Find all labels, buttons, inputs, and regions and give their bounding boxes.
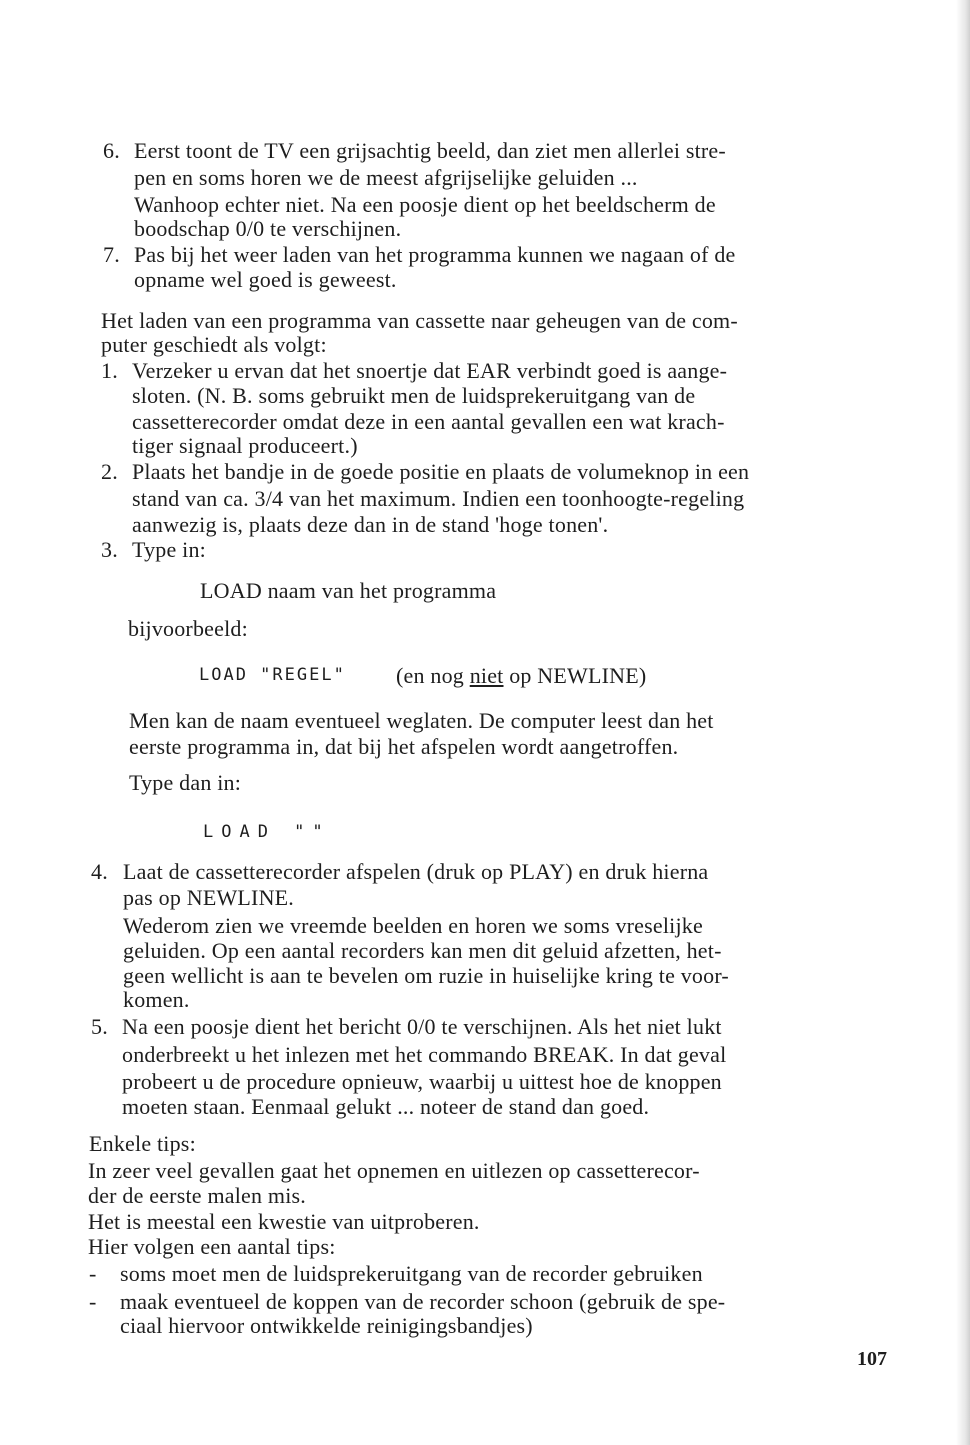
code-example: LOAD "": [203, 822, 331, 842]
text-line: stand van ca. 3/4 van het maximum. Indien een toonhoogte-regeling: [132, 486, 745, 511]
item-number: 2.: [101, 459, 118, 484]
page-number: 107: [857, 1348, 887, 1370]
item-number: 7.: [103, 242, 120, 267]
text-line: Pas bij het weer laden van het programma kunnen we nagaan of de: [134, 242, 736, 267]
text-line: Het is meestal een kwestie van uitproberen.: [88, 1209, 480, 1234]
load-syntax: LOAD naam van het programma: [200, 578, 497, 603]
item-number: 1.: [101, 358, 118, 383]
text-line: pas op NEWLINE.: [123, 885, 295, 910]
bullet-dash: -: [89, 1261, 97, 1286]
text-line: opname wel goed is geweest.: [134, 267, 397, 292]
text-line: geen wellicht is aan te bevelen om ruzie in huiselijke kring te voor-: [123, 963, 729, 988]
item-number: 3.: [101, 537, 118, 562]
bullet-dash: -: [89, 1289, 97, 1314]
tips-heading: Enkele tips:: [89, 1131, 196, 1156]
text-line: moeten staan. Eenmaal gelukt ... noteer de stand dan goed.: [122, 1094, 650, 1119]
code-example: LOAD "REGEL": [199, 665, 346, 685]
text-line: probeert u de procedure opnieuw, waarbij u uittest hoe de knoppen: [122, 1069, 722, 1094]
text-line: pen en soms horen we de meest afgrijselijke geluiden ...: [134, 165, 638, 190]
text-line: Wanhoop echter niet. Na een poosje dient op het beeldscherm de: [134, 192, 716, 217]
text-line: Het laden van een programma van cassette naar geheugen van de com-: [101, 308, 738, 333]
text-line: Laat de cassetterecorder afspelen (druk op PLAY) en druk hierna: [123, 859, 709, 884]
text-line: maak eventueel de koppen van de recorder schoon (gebruik de spe-: [120, 1289, 726, 1314]
text-line: Wederom zien we vreemde beelden en horen we soms vreselijke: [123, 913, 703, 938]
text-line: geluiden. Op een aantal recorders kan men dit geluid afzetten, het-: [123, 938, 722, 963]
text-line: Verzeker u ervan dat het snoertje dat EAR verbindt goed is aange-: [132, 358, 728, 383]
item-number: 4.: [91, 859, 108, 884]
text-line: aanwezig is, plaats deze dan in de stand 'hoge tonen'.: [132, 512, 609, 537]
text-line: eerste programma in, dat bij het afspelen wordt aangetroffen.: [129, 734, 679, 759]
text-line: Type in:: [132, 537, 206, 562]
text-line: bijvoorbeeld:: [128, 616, 248, 641]
code-note: (en nog niet op NEWLINE): [396, 663, 647, 688]
text-line: sloten. (N. B. soms gebruikt men de luidsprekeruitgang van de: [132, 383, 696, 408]
item-number: 5.: [91, 1014, 108, 1039]
text-line: boodschap 0/0 te verschijnen.: [134, 216, 402, 241]
text-line: In zeer veel gevallen gaat het opnemen en uitlezen op cassetterecor-: [88, 1158, 700, 1183]
text-line: Eerst toont de TV een grijsachtig beeld, dan ziet men allerlei stre-: [134, 138, 726, 163]
text-line: tiger signaal produceert.): [132, 433, 358, 458]
text-line: onderbreekt u het inlezen met het commando BREAK. In dat geval: [122, 1042, 727, 1067]
text-line: Plaats het bandje in de goede positie en plaats de volumeknop in een: [132, 459, 750, 484]
item-number: 6.: [103, 138, 120, 163]
text-line: der de eerste malen mis.: [88, 1183, 306, 1208]
text-line: Hier volgen een aantal tips:: [88, 1234, 336, 1259]
text-line: ciaal hiervoor ontwikkelde reinigingsbandjes): [120, 1313, 533, 1338]
text-line: puter geschiedt als volgt:: [101, 332, 327, 357]
text-line: Men kan de naam eventueel weglaten. De computer leest dan het: [129, 708, 714, 733]
text-line: soms moet men de luidsprekeruitgang van de recorder gebruiken: [120, 1261, 703, 1286]
text-line: komen.: [123, 987, 190, 1012]
text-line: cassetterecorder omdat deze in een aantal gevallen een wat krach-: [132, 409, 725, 434]
text-line: Type dan in:: [129, 770, 242, 795]
text-line: Na een poosje dient het bericht 0/0 te verschijnen. Als het niet lukt: [122, 1014, 722, 1039]
